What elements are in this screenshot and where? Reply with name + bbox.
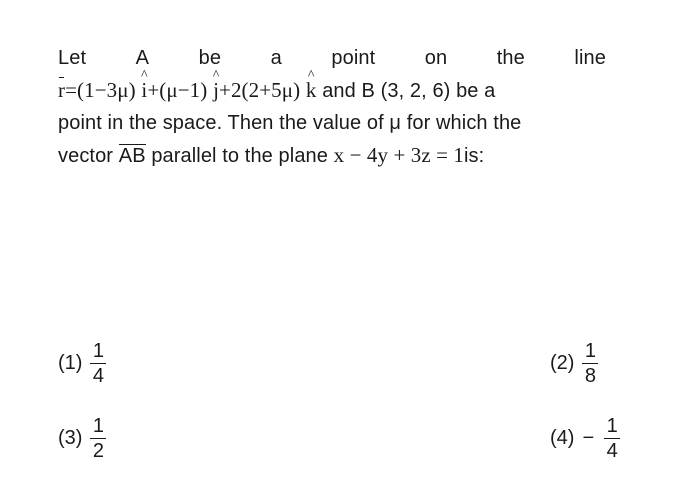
option-1[interactable] <box>58 340 106 387</box>
word: the <box>496 47 525 69</box>
option-4[interactable] <box>550 415 620 462</box>
option-label: (4) <box>550 427 575 449</box>
denominator: 2 <box>92 440 105 462</box>
word: be <box>198 47 222 69</box>
question-text <box>58 42 606 172</box>
word: a <box>270 47 282 69</box>
fraction-bar <box>90 363 106 364</box>
fraction-bar <box>604 438 620 439</box>
word: line <box>574 47 606 69</box>
fraction <box>604 415 620 462</box>
vector-ab: AB <box>118 145 146 167</box>
word: A <box>135 47 150 69</box>
numerator: 1 <box>584 340 597 362</box>
numerator: 1 <box>92 415 105 437</box>
plane-equation: x − 4y + 3z = 1 <box>333 143 465 167</box>
denominator: 4 <box>92 365 105 387</box>
option-2[interactable] <box>550 340 598 387</box>
unit-vector-k: ^ k <box>306 74 317 106</box>
fraction <box>90 340 106 387</box>
option-label: (1) <box>58 352 83 374</box>
line-4-text: parallel to the plane <box>151 145 328 167</box>
option-label: (2) <box>550 352 575 374</box>
question-line-2 <box>58 74 606 107</box>
fraction <box>90 415 106 462</box>
line-4-suffix: is: <box>464 145 485 167</box>
denominator: 4 <box>606 440 618 462</box>
option-3[interactable] <box>58 415 106 462</box>
fraction-bar <box>90 438 106 439</box>
line-2-text: and B (3, 2, 6) be a <box>322 80 496 102</box>
question-line-3: point in the space. Then the value of μ for which the <box>58 112 522 134</box>
vector-r: r <box>58 74 65 106</box>
equation-part: +2(2+5μ) <box>219 78 301 102</box>
unit-vector-j: ^ j <box>213 74 219 106</box>
equation-part: +(μ−1) <box>147 78 208 102</box>
word: on <box>424 47 448 69</box>
equation-part: =(1−3μ) <box>65 78 136 102</box>
numerator: 1 <box>606 415 618 437</box>
denominator: 8 <box>584 365 597 387</box>
word: point <box>331 47 376 69</box>
fraction-bar <box>582 363 598 364</box>
question-line-4 <box>58 139 606 172</box>
option-label: (3) <box>58 427 83 449</box>
vector-label: vector <box>58 145 114 167</box>
word: Let <box>58 47 87 69</box>
unit-vector-i: ^ i <box>141 74 147 106</box>
numerator: 1 <box>92 340 105 362</box>
fraction <box>582 340 598 387</box>
minus-sign: − <box>582 427 595 449</box>
